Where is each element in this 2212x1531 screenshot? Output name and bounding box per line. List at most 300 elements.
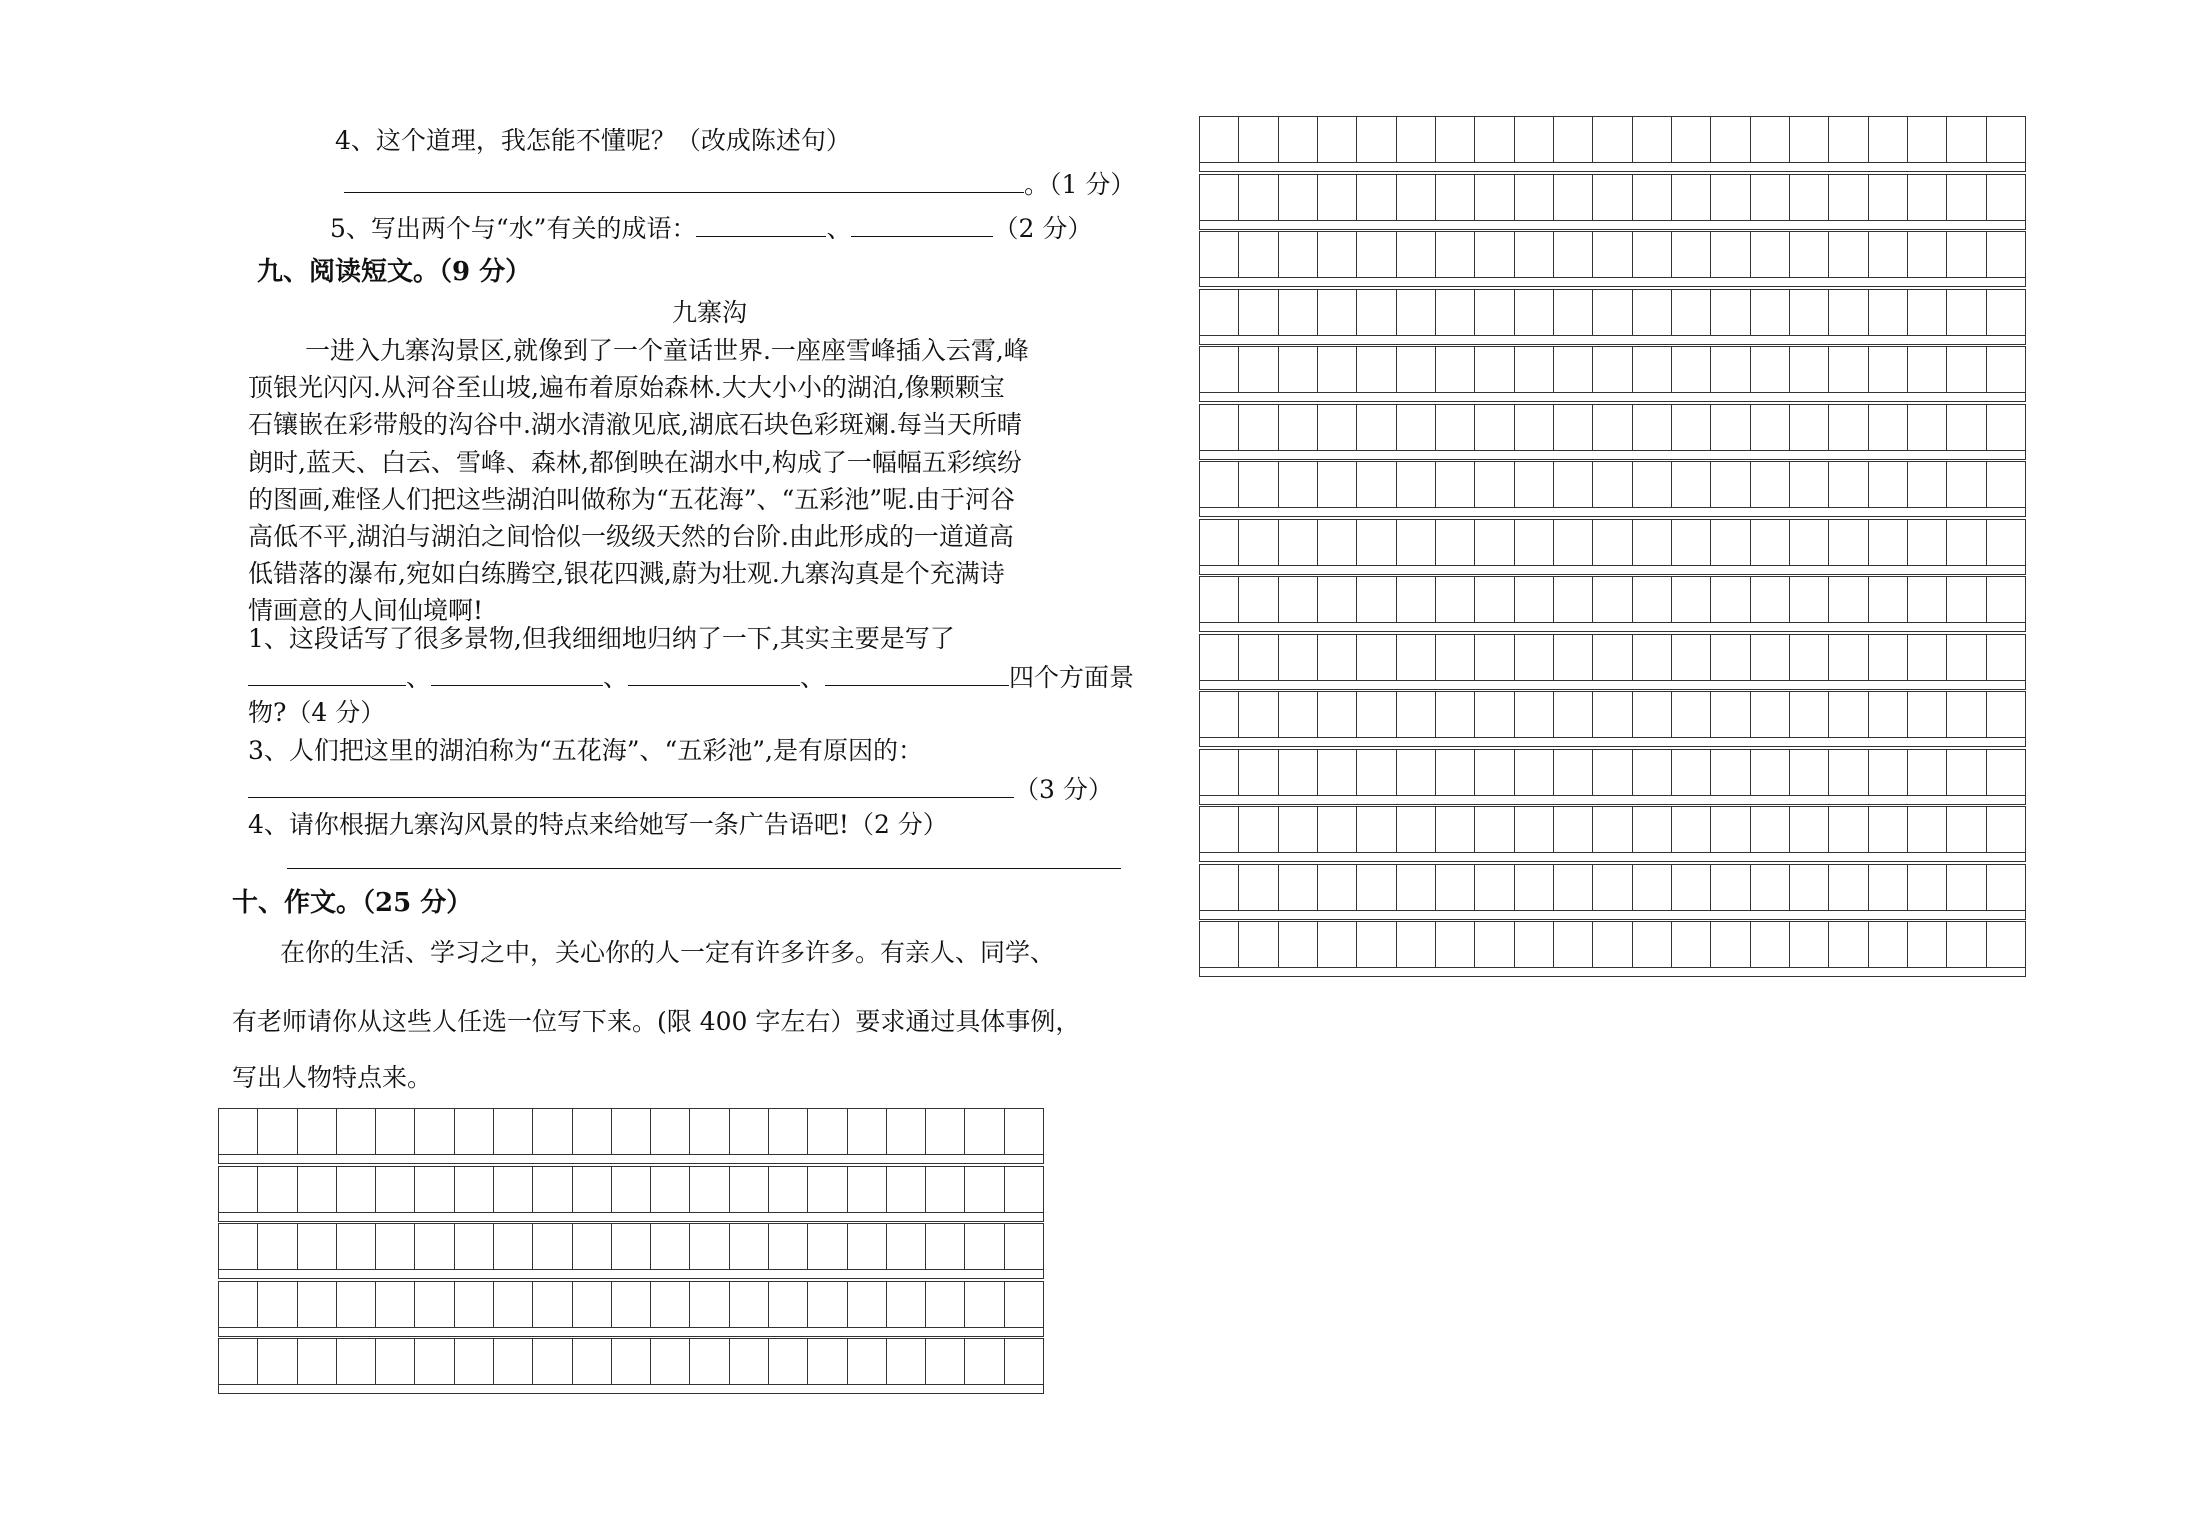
grid-cell[interactable] [887, 1167, 926, 1212]
grid-cell[interactable] [337, 1167, 376, 1212]
grid-cell[interactable] [730, 1282, 769, 1327]
grid-cell[interactable] [1869, 232, 1908, 277]
grid-cell[interactable] [1908, 922, 1947, 967]
grid-cell[interactable] [1987, 347, 2025, 392]
grid-cell[interactable] [1751, 175, 1790, 220]
grid-cell[interactable] [1672, 635, 1711, 680]
grid-cell[interactable] [219, 1109, 258, 1154]
grid-cell[interactable] [494, 1224, 533, 1269]
grid-cell[interactable] [1633, 922, 1672, 967]
grid-cell[interactable] [769, 1224, 808, 1269]
grid-cell[interactable] [376, 1224, 415, 1269]
grid-cell[interactable] [1436, 405, 1475, 450]
grid-cell[interactable] [1005, 1282, 1043, 1327]
grid-cell[interactable] [1436, 520, 1475, 565]
grid-cell[interactable] [415, 1224, 454, 1269]
grid-cell[interactable] [1829, 405, 1868, 450]
grid-cell[interactable] [298, 1282, 337, 1327]
grid-cell[interactable] [1751, 347, 1790, 392]
grid-cell[interactable] [1947, 462, 1986, 507]
grid-cell[interactable] [533, 1282, 572, 1327]
grid-cell[interactable] [926, 1167, 965, 1212]
grid-cell[interactable] [1711, 577, 1750, 622]
grid-cell[interactable] [1672, 577, 1711, 622]
grid-cell[interactable] [258, 1167, 297, 1212]
grid-cell[interactable] [533, 1167, 572, 1212]
grid-cell[interactable] [1672, 175, 1711, 220]
grid-cell[interactable] [1829, 347, 1868, 392]
grid-cell[interactable] [1869, 290, 1908, 335]
grid-row[interactable] [1199, 749, 2026, 796]
grid-cell[interactable] [1908, 520, 1947, 565]
grid-cell[interactable] [1947, 117, 1986, 162]
grid-cell[interactable] [651, 1109, 690, 1154]
grid-cell[interactable] [1475, 347, 1514, 392]
grid-row[interactable] [1199, 404, 2026, 451]
grid-cell[interactable] [1633, 405, 1672, 450]
grid-cell[interactable] [415, 1339, 454, 1384]
grid-cell[interactable] [1515, 347, 1554, 392]
grid-cell[interactable] [1987, 577, 2025, 622]
grid-cell[interactable] [926, 1339, 965, 1384]
grid-cell[interactable] [1790, 577, 1829, 622]
grid-cell[interactable] [1436, 117, 1475, 162]
grid-cell[interactable] [1279, 175, 1318, 220]
grid-cell[interactable] [1751, 117, 1790, 162]
grid-cell[interactable] [258, 1339, 297, 1384]
grid-cell[interactable] [1593, 175, 1632, 220]
grid-cell[interactable] [1751, 462, 1790, 507]
grid-cell[interactable] [1475, 692, 1514, 737]
grid-cell[interactable] [1318, 750, 1357, 795]
grid-cell[interactable] [1593, 290, 1632, 335]
grid-cell[interactable] [1239, 232, 1278, 277]
grid-cell[interactable] [1908, 750, 1947, 795]
grid-cell[interactable] [1200, 807, 1239, 852]
grid-cell[interactable] [1672, 405, 1711, 450]
grid-cell[interactable] [1554, 290, 1593, 335]
grid-cell[interactable] [1987, 117, 2025, 162]
grid-cell[interactable] [1005, 1167, 1043, 1212]
grid-cell[interactable] [1593, 462, 1632, 507]
grid-row[interactable] [218, 1281, 1044, 1328]
grid-cell[interactable] [1908, 865, 1947, 910]
grid-cell[interactable] [1318, 290, 1357, 335]
grid-cell[interactable] [1672, 347, 1711, 392]
grid-cell[interactable] [1751, 750, 1790, 795]
grid-cell[interactable] [1711, 635, 1750, 680]
grid-cell[interactable] [1672, 750, 1711, 795]
grid-cell[interactable] [1475, 175, 1514, 220]
grid-cell[interactable] [1436, 347, 1475, 392]
grid-cell[interactable] [651, 1339, 690, 1384]
grid-cell[interactable] [1515, 405, 1554, 450]
grid-cell[interactable] [808, 1109, 847, 1154]
grid-cell[interactable] [1554, 462, 1593, 507]
grid-cell[interactable] [1200, 117, 1239, 162]
grid-cell[interactable] [1318, 807, 1357, 852]
grid-cell[interactable] [1672, 290, 1711, 335]
grid-cell[interactable] [1436, 922, 1475, 967]
grid-cell[interactable] [1436, 865, 1475, 910]
grid-cell[interactable] [533, 1109, 572, 1154]
grid-cell[interactable] [1200, 290, 1239, 335]
grid-cell[interactable] [1711, 290, 1750, 335]
grid-cell[interactable] [1987, 807, 2025, 852]
grid-cell[interactable] [1318, 865, 1357, 910]
grid-cell[interactable] [258, 1224, 297, 1269]
grid-cell[interactable] [1908, 290, 1947, 335]
grid-cell[interactable] [651, 1167, 690, 1212]
grid-cell[interactable] [1869, 692, 1908, 737]
grid-row[interactable] [1199, 864, 2026, 911]
grid-cell[interactable] [1436, 577, 1475, 622]
grid-cell[interactable] [1869, 922, 1908, 967]
grid-cell[interactable] [1869, 347, 1908, 392]
grid-cell[interactable] [887, 1282, 926, 1327]
grid-cell[interactable] [1475, 635, 1514, 680]
grid-row[interactable] [218, 1223, 1044, 1270]
grid-cell[interactable] [1239, 405, 1278, 450]
grid-cell[interactable] [1515, 577, 1554, 622]
grid-cell[interactable] [1200, 635, 1239, 680]
grid-cell[interactable] [1239, 692, 1278, 737]
grid-cell[interactable] [573, 1282, 612, 1327]
grid-cell[interactable] [1397, 750, 1436, 795]
grid-cell[interactable] [1515, 462, 1554, 507]
grid-cell[interactable] [1672, 807, 1711, 852]
grid-cell[interactable] [1869, 117, 1908, 162]
grid-cell[interactable] [298, 1339, 337, 1384]
grid-cell[interactable] [1357, 807, 1396, 852]
grid-cell[interactable] [258, 1282, 297, 1327]
grid-cell[interactable] [1554, 922, 1593, 967]
grid-cell[interactable] [1436, 750, 1475, 795]
grid-cell[interactable] [1436, 290, 1475, 335]
grid-cell[interactable] [1711, 520, 1750, 565]
grid-cell[interactable] [1279, 520, 1318, 565]
grid-cell[interactable] [1987, 750, 2025, 795]
grid-cell[interactable] [1987, 462, 2025, 507]
grid-cell[interactable] [1397, 635, 1436, 680]
grid-cell[interactable] [1515, 922, 1554, 967]
grid-cell[interactable] [494, 1109, 533, 1154]
grid-cell[interactable] [1790, 232, 1829, 277]
grid-row[interactable] [218, 1108, 1044, 1155]
grid-cell[interactable] [1947, 232, 1986, 277]
grid-cell[interactable] [1515, 807, 1554, 852]
grid-cell[interactable] [1790, 520, 1829, 565]
grid-cell[interactable] [494, 1339, 533, 1384]
grid-cell[interactable] [1515, 232, 1554, 277]
grid-cell[interactable] [1279, 405, 1318, 450]
grid-cell[interactable] [1397, 922, 1436, 967]
writing-grid-left[interactable] [218, 1108, 1044, 1396]
grid-cell[interactable] [1869, 175, 1908, 220]
grid-cell[interactable] [1947, 405, 1986, 450]
grid-cell[interactable] [1554, 750, 1593, 795]
grid-cell[interactable] [494, 1167, 533, 1212]
grid-cell[interactable] [1436, 462, 1475, 507]
grid-cell[interactable] [1318, 635, 1357, 680]
answer-blank[interactable] [825, 661, 1009, 686]
grid-cell[interactable] [887, 1224, 926, 1269]
grid-cell[interactable] [1987, 922, 2025, 967]
grid-cell[interactable] [1279, 347, 1318, 392]
grid-cell[interactable] [1751, 865, 1790, 910]
grid-cell[interactable] [1987, 865, 2025, 910]
grid-cell[interactable] [965, 1224, 1004, 1269]
grid-cell[interactable] [1318, 520, 1357, 565]
grid-cell[interactable] [1279, 865, 1318, 910]
grid-cell[interactable] [769, 1339, 808, 1384]
grid-cell[interactable] [1593, 692, 1632, 737]
grid-cell[interactable] [769, 1282, 808, 1327]
grid-cell[interactable] [1200, 750, 1239, 795]
grid-cell[interactable] [298, 1224, 337, 1269]
grid-cell[interactable] [1908, 175, 1947, 220]
grid-cell[interactable] [1633, 750, 1672, 795]
grid-cell[interactable] [1397, 807, 1436, 852]
grid-cell[interactable] [1554, 405, 1593, 450]
grid-cell[interactable] [1397, 405, 1436, 450]
grid-cell[interactable] [1475, 405, 1514, 450]
grid-cell[interactable] [1908, 117, 1947, 162]
grid-cell[interactable] [1357, 635, 1396, 680]
grid-cell[interactable] [1515, 635, 1554, 680]
grid-cell[interactable] [1947, 922, 1986, 967]
grid-cell[interactable] [1005, 1224, 1043, 1269]
grid-row[interactable] [1199, 691, 2026, 738]
grid-cell[interactable] [1790, 405, 1829, 450]
grid-cell[interactable] [1475, 577, 1514, 622]
grid-cell[interactable] [1751, 290, 1790, 335]
grid-cell[interactable] [1711, 405, 1750, 450]
grid-cell[interactable] [730, 1339, 769, 1384]
grid-cell[interactable] [1633, 462, 1672, 507]
grid-cell[interactable] [1829, 922, 1868, 967]
answer-blank[interactable] [431, 661, 603, 686]
grid-cell[interactable] [1515, 290, 1554, 335]
grid-cell[interactable] [1436, 175, 1475, 220]
grid-cell[interactable] [1239, 520, 1278, 565]
grid-cell[interactable] [1515, 692, 1554, 737]
grid-cell[interactable] [1357, 692, 1396, 737]
grid-cell[interactable] [1947, 750, 1986, 795]
grid-cell[interactable] [1200, 520, 1239, 565]
grid-cell[interactable] [533, 1339, 572, 1384]
grid-cell[interactable] [1239, 175, 1278, 220]
grid-cell[interactable] [1633, 520, 1672, 565]
grid-cell[interactable] [1829, 692, 1868, 737]
grid-cell[interactable] [1987, 692, 2025, 737]
grid-cell[interactable] [730, 1167, 769, 1212]
grid-cell[interactable] [455, 1339, 494, 1384]
grid-cell[interactable] [1869, 462, 1908, 507]
grid-cell[interactable] [1200, 577, 1239, 622]
grid-cell[interactable] [1947, 692, 1986, 737]
grid-cell[interactable] [1593, 577, 1632, 622]
grid-cell[interactable] [1633, 692, 1672, 737]
grid-row[interactable] [1199, 576, 2026, 623]
grid-cell[interactable] [808, 1282, 847, 1327]
grid-cell[interactable] [455, 1109, 494, 1154]
grid-cell[interactable] [1515, 750, 1554, 795]
grid-cell[interactable] [1751, 405, 1790, 450]
grid-cell[interactable] [1397, 290, 1436, 335]
grid-cell[interactable] [769, 1167, 808, 1212]
grid-cell[interactable] [1711, 807, 1750, 852]
grid-cell[interactable] [965, 1282, 1004, 1327]
grid-cell[interactable] [1318, 922, 1357, 967]
grid-cell[interactable] [1829, 865, 1868, 910]
grid-cell[interactable] [1947, 290, 1986, 335]
grid-cell[interactable] [1554, 865, 1593, 910]
grid-cell[interactable] [1790, 117, 1829, 162]
grid-cell[interactable] [1711, 692, 1750, 737]
grid-cell[interactable] [455, 1282, 494, 1327]
grid-cell[interactable] [1869, 865, 1908, 910]
grid-cell[interactable] [1947, 865, 1986, 910]
grid-cell[interactable] [1593, 922, 1632, 967]
grid-cell[interactable] [573, 1224, 612, 1269]
grid-cell[interactable] [1200, 405, 1239, 450]
grid-cell[interactable] [1593, 347, 1632, 392]
grid-cell[interactable] [1475, 117, 1514, 162]
grid-cell[interactable] [1672, 232, 1711, 277]
grid-cell[interactable] [573, 1167, 612, 1212]
grid-cell[interactable] [1593, 807, 1632, 852]
grid-row[interactable] [1199, 174, 2026, 221]
grid-cell[interactable] [1279, 635, 1318, 680]
grid-cell[interactable] [1672, 117, 1711, 162]
grid-cell[interactable] [1515, 175, 1554, 220]
grid-cell[interactable] [1633, 807, 1672, 852]
grid-cell[interactable] [1357, 175, 1396, 220]
grid-cell[interactable] [1279, 922, 1318, 967]
grid-row[interactable] [1199, 289, 2026, 336]
grid-cell[interactable] [690, 1109, 729, 1154]
grid-cell[interactable] [1239, 117, 1278, 162]
grid-cell[interactable] [219, 1282, 258, 1327]
grid-cell[interactable] [690, 1339, 729, 1384]
grid-cell[interactable] [337, 1339, 376, 1384]
grid-row[interactable] [1199, 116, 2026, 163]
grid-cell[interactable] [298, 1109, 337, 1154]
grid-cell[interactable] [1908, 232, 1947, 277]
grid-cell[interactable] [1751, 922, 1790, 967]
grid-cell[interactable] [533, 1224, 572, 1269]
grid-cell[interactable] [1239, 577, 1278, 622]
grid-cell[interactable] [1751, 635, 1790, 680]
grid-row[interactable] [1199, 461, 2026, 508]
grid-cell[interactable] [1318, 347, 1357, 392]
grid-cell[interactable] [1515, 117, 1554, 162]
grid-cell[interactable] [1711, 922, 1750, 967]
grid-cell[interactable] [1279, 692, 1318, 737]
grid-cell[interactable] [1790, 692, 1829, 737]
grid-cell[interactable] [926, 1224, 965, 1269]
answer-blank[interactable] [696, 212, 826, 237]
grid-cell[interactable] [1318, 175, 1357, 220]
grid-cell[interactable] [1357, 750, 1396, 795]
grid-row[interactable] [1199, 346, 2026, 393]
grid-cell[interactable] [848, 1339, 887, 1384]
grid-cell[interactable] [1829, 175, 1868, 220]
grid-cell[interactable] [1711, 750, 1750, 795]
grid-cell[interactable] [1593, 635, 1632, 680]
grid-cell[interactable] [1947, 807, 1986, 852]
grid-cell[interactable] [1515, 520, 1554, 565]
grid-cell[interactable] [1672, 520, 1711, 565]
grid-cell[interactable] [1475, 232, 1514, 277]
grid-cell[interactable] [1239, 635, 1278, 680]
grid-cell[interactable] [1829, 290, 1868, 335]
grid-cell[interactable] [848, 1167, 887, 1212]
grid-cell[interactable] [1908, 577, 1947, 622]
grid-cell[interactable] [1593, 520, 1632, 565]
grid-cell[interactable] [376, 1282, 415, 1327]
grid-cell[interactable] [1829, 750, 1868, 795]
grid-cell[interactable] [376, 1109, 415, 1154]
grid-cell[interactable] [1200, 692, 1239, 737]
grid-cell[interactable] [1005, 1339, 1043, 1384]
grid-cell[interactable] [730, 1224, 769, 1269]
grid-cell[interactable] [1200, 922, 1239, 967]
grid-cell[interactable] [1947, 577, 1986, 622]
grid-cell[interactable] [1751, 520, 1790, 565]
grid-cell[interactable] [1397, 462, 1436, 507]
grid-cell[interactable] [1790, 347, 1829, 392]
grid-cell[interactable] [1005, 1109, 1043, 1154]
grid-cell[interactable] [1987, 232, 2025, 277]
grid-cell[interactable] [1357, 577, 1396, 622]
grid-cell[interactable] [1357, 117, 1396, 162]
grid-cell[interactable] [651, 1224, 690, 1269]
grid-cell[interactable] [1790, 290, 1829, 335]
grid-cell[interactable] [1987, 290, 2025, 335]
grid-cell[interactable] [1633, 577, 1672, 622]
grid-cell[interactable] [298, 1167, 337, 1212]
grid-cell[interactable] [258, 1109, 297, 1154]
grid-cell[interactable] [1829, 520, 1868, 565]
grid-cell[interactable] [1279, 232, 1318, 277]
grid-cell[interactable] [1987, 635, 2025, 680]
grid-cell[interactable] [965, 1109, 1004, 1154]
answer-blank[interactable] [628, 661, 800, 686]
answer-blank[interactable] [248, 661, 406, 686]
grid-cell[interactable] [415, 1167, 454, 1212]
grid-cell[interactable] [573, 1339, 612, 1384]
grid-cell[interactable] [1869, 520, 1908, 565]
answer-line-9-4[interactable] [287, 868, 1121, 869]
grid-cell[interactable] [1633, 117, 1672, 162]
grid-cell[interactable] [1475, 807, 1514, 852]
grid-cell[interactable] [1475, 922, 1514, 967]
grid-cell[interactable] [1751, 807, 1790, 852]
grid-cell[interactable] [1829, 232, 1868, 277]
grid-cell[interactable] [1475, 750, 1514, 795]
grid-row[interactable] [1199, 231, 2026, 278]
grid-cell[interactable] [1908, 807, 1947, 852]
grid-cell[interactable] [1908, 347, 1947, 392]
grid-cell[interactable] [1554, 692, 1593, 737]
grid-cell[interactable] [1397, 175, 1436, 220]
grid-cell[interactable] [1318, 117, 1357, 162]
grid-cell[interactable] [1200, 175, 1239, 220]
grid-cell[interactable] [1436, 232, 1475, 277]
grid-cell[interactable] [337, 1282, 376, 1327]
